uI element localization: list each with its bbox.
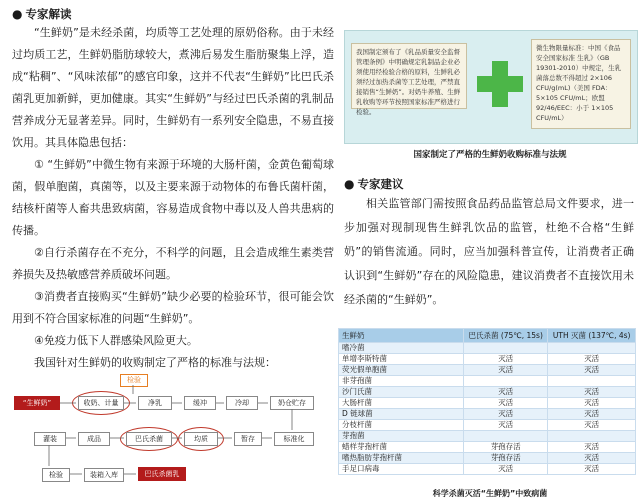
- raw-milk-start: “生鲜奶”: [14, 396, 60, 410]
- heading-text: 专家解读: [25, 7, 72, 21]
- table-cell: [548, 343, 636, 354]
- flow-step: 检验: [42, 468, 70, 482]
- flow-step: 成品: [78, 432, 110, 446]
- table-cell: [548, 431, 636, 442]
- flow-step: 收奶、计量: [78, 396, 124, 410]
- table-cell: 嗜热脂肪芽孢杆菌: [339, 453, 464, 464]
- table-cell: 灭活: [464, 409, 548, 420]
- table-cell: 灭活: [548, 387, 636, 398]
- table-cell: 大肠杆菌: [339, 398, 464, 409]
- table-cell: 灭活: [464, 354, 548, 365]
- table-cell: 非芽孢菌: [339, 376, 464, 387]
- green-cross-icon: [477, 61, 523, 107]
- table-cell: 蜡样芽孢杆菌: [339, 442, 464, 453]
- table-caption: 科学杀菌灭活“生鲜奶”中致病菌: [432, 489, 548, 498]
- sterilization-table: [338, 328, 636, 475]
- table-row: [339, 431, 636, 442]
- table-cell: 沙门氏菌: [339, 387, 464, 398]
- table-cell: [464, 376, 548, 387]
- standards-banner: [344, 30, 638, 144]
- risk-item-4: ④免疫力低下人群感染风险更大。: [34, 334, 198, 347]
- table-cell: 灭活: [548, 453, 636, 464]
- table-cell: 灭活: [464, 365, 548, 376]
- table-cell: 灭活: [548, 398, 636, 409]
- flow-step: 灌装: [34, 432, 66, 446]
- table-cell: 灭活: [548, 442, 636, 453]
- check-label: 检验: [120, 374, 148, 387]
- risk-item-2: ②自行杀菌存在不充分，不科学的问题，且会造成维生素类营养损失及热敏感营养质破坏问题。: [12, 246, 334, 281]
- table-cell: 芽孢存活: [464, 442, 548, 453]
- table-cell: D 链球菌: [339, 409, 464, 420]
- standards-intro: 我国针对生鲜奶的收购制定了严格的标准与法规：: [34, 356, 276, 369]
- section-heading: [344, 176, 634, 192]
- bullet-icon: ●: [344, 177, 355, 191]
- table-cell: 嗜冷菌: [339, 343, 464, 354]
- table-header: UTH 灭菌 (137℃, 4s): [548, 329, 636, 343]
- table-cell: 灭活: [548, 464, 636, 475]
- flow-step: 巴氏杀菌: [126, 432, 172, 446]
- expert-interpretation-section: [12, 6, 334, 374]
- table-cell: [464, 431, 548, 442]
- flow-step: 装箱入库: [84, 468, 124, 482]
- table-row: [339, 442, 636, 453]
- paragraph-intro: “生鲜奶”是未经杀菌，均质等工艺处理的原奶俗称。由于未经过均质工艺，生鲜奶脂肪球较大，煮沸后易发生脂肪聚集上浮，造成“粘稠”、“风味浓郁”的感官印象，这并不代表“生鲜奶”比巴氏杀菌乳更加新鲜，更加健康。其实“生鲜奶”与经过巴氏杀菌的乳制品营养成分无显著差异。同时，生鲜奶有一系列安全隐患，不易直接饮用。其具体隐患包括：: [12, 26, 334, 149]
- table-row: [339, 398, 636, 409]
- table-cell: 灭活: [548, 354, 636, 365]
- table-cell: 荧光假单胞菌: [339, 365, 464, 376]
- section-heading: [12, 6, 334, 22]
- table-cell: 芽孢菌: [339, 431, 464, 442]
- flow-step: 标准化: [274, 432, 314, 446]
- table-row: [339, 420, 636, 431]
- risk-item-3: ③消费者直接购买“生鲜奶”缺少必要的检验环节，很可能会饮用到不符合国家标准的问题“生鲜奶”。: [12, 290, 334, 325]
- table-cell: [548, 376, 636, 387]
- table-cell: 灭活: [464, 387, 548, 398]
- table-cell: 灭活: [548, 365, 636, 376]
- table-row: [339, 453, 636, 464]
- table-cell: [464, 343, 548, 354]
- table-row: [339, 464, 636, 475]
- advice-paragraph: 相关监管部门需按照食品药品监管总局文件要求，进一步加强对现制现售生鲜乳饮品的监管，杜绝不合格“生鲜奶”的销售流通。同时，应当加强科普宣传，让消费者正确认识到“生鲜奶”存在的风险隐患，建议消费者不直接饮用未经杀菌的“生鲜奶”。: [344, 197, 634, 306]
- table-cell: 灭活: [464, 398, 548, 409]
- risk-item-1: ① “生鲜奶”中微生物有来源于环境的大肠杆菌，金黄色葡萄球菌，假单胞菌，真菌等，以及主要来源于动物体的布鲁氏菌杆菌，结核杆菌等人畜共患致病菌，容易造成食物中毒以及人兽共患病的传播。: [12, 158, 334, 237]
- table-cell: 灭活: [464, 420, 548, 431]
- table-row: [339, 409, 636, 420]
- flow-step: 冷却: [226, 396, 258, 410]
- bullet-icon: ●: [12, 7, 23, 21]
- heading-text: 专家建议: [357, 177, 404, 191]
- flow-step: 均质: [184, 432, 218, 446]
- table-cell: 灭活: [548, 409, 636, 420]
- table-header-row: [339, 329, 636, 343]
- table-row: [339, 354, 636, 365]
- table-cell: 芽孢存活: [464, 453, 548, 464]
- table-row: [339, 387, 636, 398]
- flow-step: 净乳: [138, 396, 172, 410]
- pasteurized-milk-end: 巴氏杀菌乳: [138, 467, 186, 481]
- microbe-limit-scroll: 微生物限量标准：中国《食品安全国家标准 生乳》（GB 19301-2010）中规定，生乳菌落总数不得超过 2×106 CFU/g(mL)（美国 FDA：5×105 CFU/mL；欧盟 92/46/EEC：小于 1×105 CFU/mL）: [531, 39, 631, 129]
- flow-step: 奶仓贮存: [270, 396, 314, 410]
- banner-caption: 国家制定了严格的生鲜奶收购标准与法规: [413, 150, 567, 160]
- table-header: 巴氏杀菌 (75℃, 15s): [464, 329, 548, 343]
- table-row: [339, 343, 636, 354]
- table-cell: 灭活: [464, 464, 548, 475]
- regulation-scroll: 我国制定颁布了《乳品质量安全监督管理条例》中明确规定乳制品企业必须使用经检验合格的原料，生鲜乳必须经过加热杀菌等工艺处理，严禁直接销售“生鲜奶”。对奶牛养殖、生鲜乳收购等环节按照国家标准严格进行检验。: [351, 43, 467, 109]
- table-cell: 灭活: [548, 420, 636, 431]
- table-cell: 单增李斯特菌: [339, 354, 464, 365]
- table-row: [339, 365, 636, 376]
- table-row: [339, 376, 636, 387]
- flow-step: 缓冲: [184, 396, 216, 410]
- table-header: 生鲜奶: [339, 329, 464, 343]
- processing-flowchart: [12, 372, 334, 500]
- flow-step: 暂存: [234, 432, 262, 446]
- flow-arrows: [12, 372, 334, 500]
- expert-advice-section: [344, 176, 634, 312]
- table-cell: 分枝杆菌: [339, 420, 464, 431]
- table-cell: 手足口病毒: [339, 464, 464, 475]
